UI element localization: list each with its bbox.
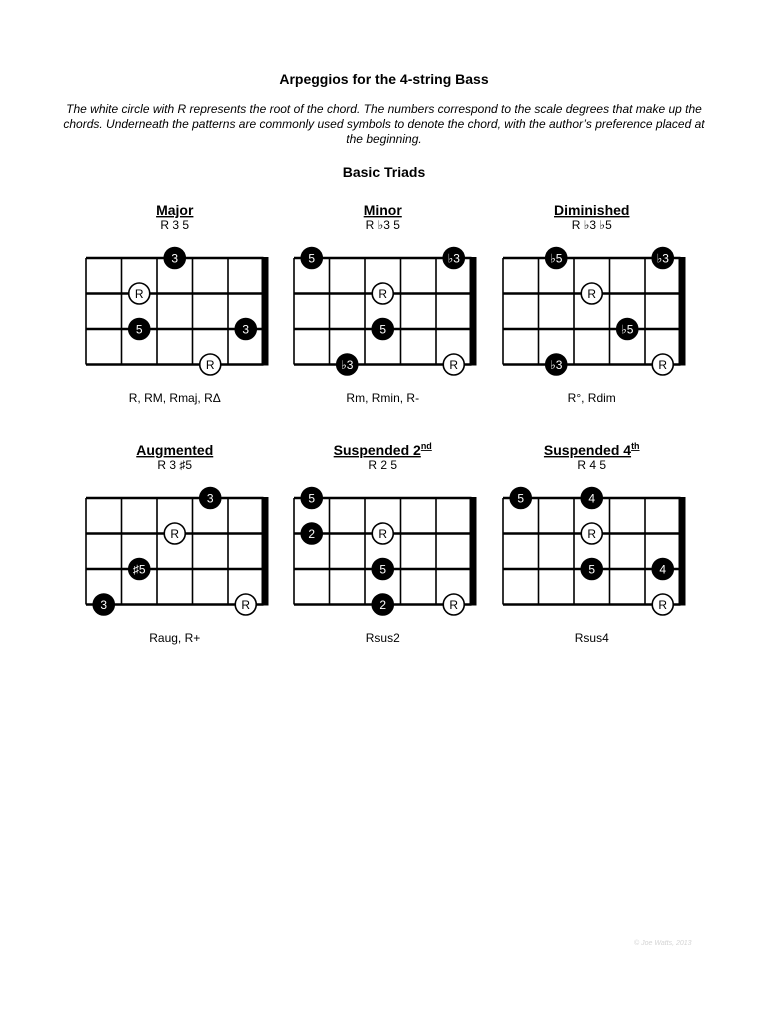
note-label: ♭5	[621, 322, 634, 337]
note-label: R	[378, 287, 388, 301]
note-label: 4	[588, 491, 596, 506]
note-marker	[372, 559, 393, 580]
note-label: 5	[379, 562, 387, 577]
note-label: 5	[308, 251, 316, 266]
note-label: 2	[379, 598, 387, 612]
nut-bar	[470, 497, 477, 606]
chord-name: Major	[156, 202, 194, 218]
note-marker	[581, 559, 602, 580]
root-note-marker	[200, 354, 221, 375]
root-note-marker	[129, 283, 150, 304]
chord-name: Augmented	[136, 442, 214, 458]
chord-name: Diminished	[554, 202, 630, 218]
chord-diagram	[86, 442, 269, 645]
note-marker	[235, 319, 256, 340]
note-label: 3	[242, 322, 250, 337]
note-label: R	[205, 358, 215, 372]
chord-symbols: R°, Rdim	[567, 391, 616, 405]
chord-degrees: R 3 ♯5	[157, 458, 193, 472]
note-marker	[652, 248, 673, 269]
chord-diagram	[294, 441, 477, 645]
note-marker	[301, 523, 322, 544]
nut-bar	[470, 257, 477, 366]
root-note-marker	[652, 354, 673, 375]
note-label: R	[449, 358, 459, 372]
note-marker	[129, 319, 150, 340]
note-marker	[443, 248, 464, 269]
chord-symbols: R, RM, Rmaj, RΔ	[128, 391, 221, 405]
note-label: 5	[308, 491, 316, 506]
chord-symbols: Rsus4	[574, 631, 609, 645]
note-label: R	[587, 287, 597, 301]
note-marker	[372, 594, 393, 615]
note-label: ♭5	[550, 251, 563, 266]
page-title: Arpeggios for the 4-string Bass	[279, 71, 489, 87]
chord-symbols: Rsus2	[365, 631, 400, 645]
chord-diagram	[503, 202, 686, 405]
note-label: 4	[659, 562, 667, 577]
note-label: ♭3	[447, 251, 460, 266]
note-label: ♭3	[341, 358, 354, 372]
root-note-marker	[581, 523, 602, 544]
root-note-marker	[443, 594, 464, 615]
note-marker	[337, 354, 358, 375]
chord-symbols: Rm, Rmin, R-	[346, 391, 420, 405]
note-label: 2	[308, 527, 316, 541]
chord-diagram	[503, 441, 686, 645]
note-marker	[546, 354, 567, 375]
nut-bar	[679, 497, 686, 606]
note-label: ♭3	[550, 358, 563, 372]
note-label: 5	[135, 322, 143, 337]
note-label: R	[170, 527, 180, 541]
note-marker	[200, 488, 221, 509]
chord-degrees: R 2 5	[368, 458, 398, 472]
note-marker	[129, 559, 150, 580]
note-label: ♯5	[132, 562, 146, 577]
note-marker	[546, 248, 567, 269]
note-label: 5	[588, 562, 596, 577]
note-label: 3	[100, 598, 108, 612]
note-label: 5	[517, 491, 525, 506]
root-note-marker	[372, 283, 393, 304]
chord-symbols: Raug, R+	[149, 631, 201, 645]
root-note-marker	[443, 354, 464, 375]
note-label: R	[587, 527, 597, 541]
note-label: R	[241, 598, 251, 612]
nut-bar	[262, 497, 269, 606]
note-marker	[652, 559, 673, 580]
root-note-marker	[372, 523, 393, 544]
note-marker	[617, 319, 638, 340]
section-heading: Basic Triads	[342, 164, 426, 180]
note-label: R	[658, 358, 668, 372]
note-label: 3	[171, 251, 179, 266]
note-marker	[301, 488, 322, 509]
chord-diagram	[294, 202, 477, 405]
note-marker	[581, 488, 602, 509]
root-note-marker	[164, 523, 185, 544]
note-label: R	[134, 287, 144, 301]
note-label: ♭3	[656, 251, 669, 266]
note-label: R	[449, 598, 459, 612]
chord-name: Suspended 2nd	[333, 441, 432, 458]
nut-bar	[262, 257, 269, 366]
note-marker	[93, 594, 114, 615]
note-label: 3	[206, 491, 214, 506]
note-label: 5	[379, 322, 387, 337]
intro-paragraph: The white circle with R represents the root of the chord. The numbers correspond to the scale degrees that make up the chords. Underneath the patterns are commonly used symbols to denote the chord, with the author’s preference placed at the beginning.	[63, 102, 705, 146]
nut-bar	[679, 257, 686, 366]
note-label: R	[378, 527, 388, 541]
note-marker	[510, 488, 531, 509]
chord-diagram	[86, 202, 269, 405]
note-label: R	[658, 598, 668, 612]
chord-degrees: R ♭3 5	[365, 218, 400, 232]
note-marker	[301, 248, 322, 269]
note-marker	[372, 319, 393, 340]
chord-degrees: R 4 5	[577, 458, 607, 472]
chord-name: Minor	[363, 202, 402, 218]
root-note-marker	[581, 283, 602, 304]
chord-name: Suspended 4th	[543, 441, 640, 458]
root-note-marker	[652, 594, 673, 615]
copyright-footer: © Joe Watts, 2013	[634, 940, 692, 947]
chord-degrees: R 3 5	[160, 218, 190, 232]
note-marker	[164, 248, 185, 269]
chord-degrees: R ♭3 ♭5	[571, 218, 612, 232]
root-note-marker	[235, 594, 256, 615]
